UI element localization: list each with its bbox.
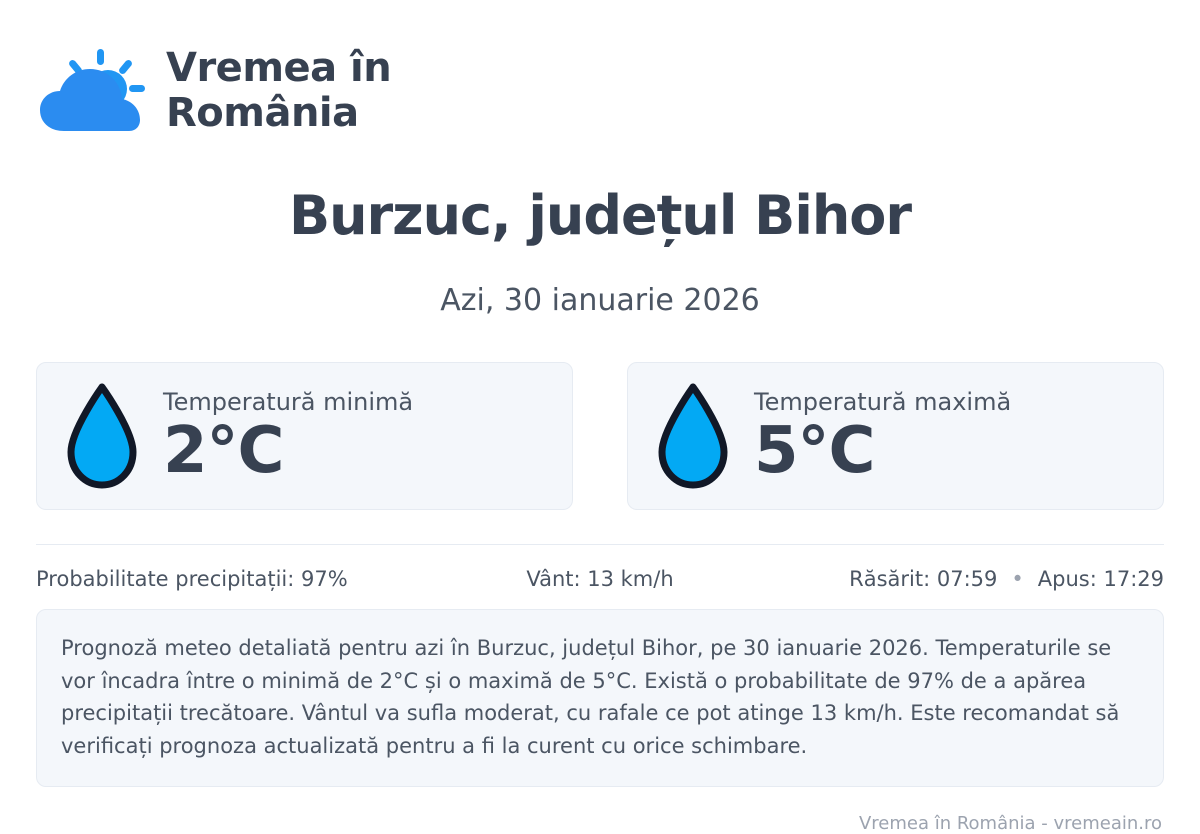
sunrise-stat: Răsărit: 07:59: [849, 567, 998, 592]
page-subtitle: Azi, 30 ianuarie 2026: [440, 283, 760, 319]
footer-credit: Vremea în România - vremeain.ro: [858, 813, 1162, 834]
brand-title: [166, 46, 391, 136]
min-temperature-card: [36, 362, 573, 510]
sun-times-stat: [788, 567, 1164, 591]
max-temperature-card: [627, 362, 1164, 510]
forecast-description: Prognoză meteo detaliată pentru azi în Burzuc, județul Bihor, pe 30 ianuarie 2026. Temperaturile se vor încadra între o minimă de 2°C și o maximă de 5°C. Există o probabilitate de 97% de a apărea precipitații trecătoare. Vântul va sufla moderat, cu rafale ce pot atinge 13 km/h. Este recomandat să verificați prognoza actualizată pentru a fi la curent cu orice schimbare.: [36, 609, 1164, 787]
max-temperature-value: 5°C: [754, 413, 875, 488]
site-branding: [36, 36, 1164, 146]
brand-title-line1: Vremea în: [166, 45, 392, 92]
page-title: Burzuc, județul Bihor: [288, 184, 912, 247]
weather-stats-row: [36, 544, 1164, 591]
water-drop-icon: [63, 381, 141, 491]
max-temperature-body: [754, 387, 1012, 488]
wind-stat: Vânt: 13 km/h: [526, 567, 674, 592]
precipitation-stat: Probabilitate precipitații: 97%: [36, 567, 348, 592]
brand-title-line2: România: [166, 90, 359, 136]
sun-cloud-icon: [36, 45, 148, 137]
sunset-stat: Apus: 17:29: [1037, 567, 1164, 592]
temperature-cards: [36, 362, 1164, 510]
min-temperature-value: 2°C: [163, 413, 284, 488]
min-temperature-body: [163, 387, 414, 488]
stat-separator: •: [1011, 567, 1024, 592]
min-temperature-label: Temperatură minimă: [163, 387, 414, 416]
water-drop-icon: [654, 381, 732, 491]
max-temperature-label: Temperatură maximă: [754, 387, 1012, 416]
